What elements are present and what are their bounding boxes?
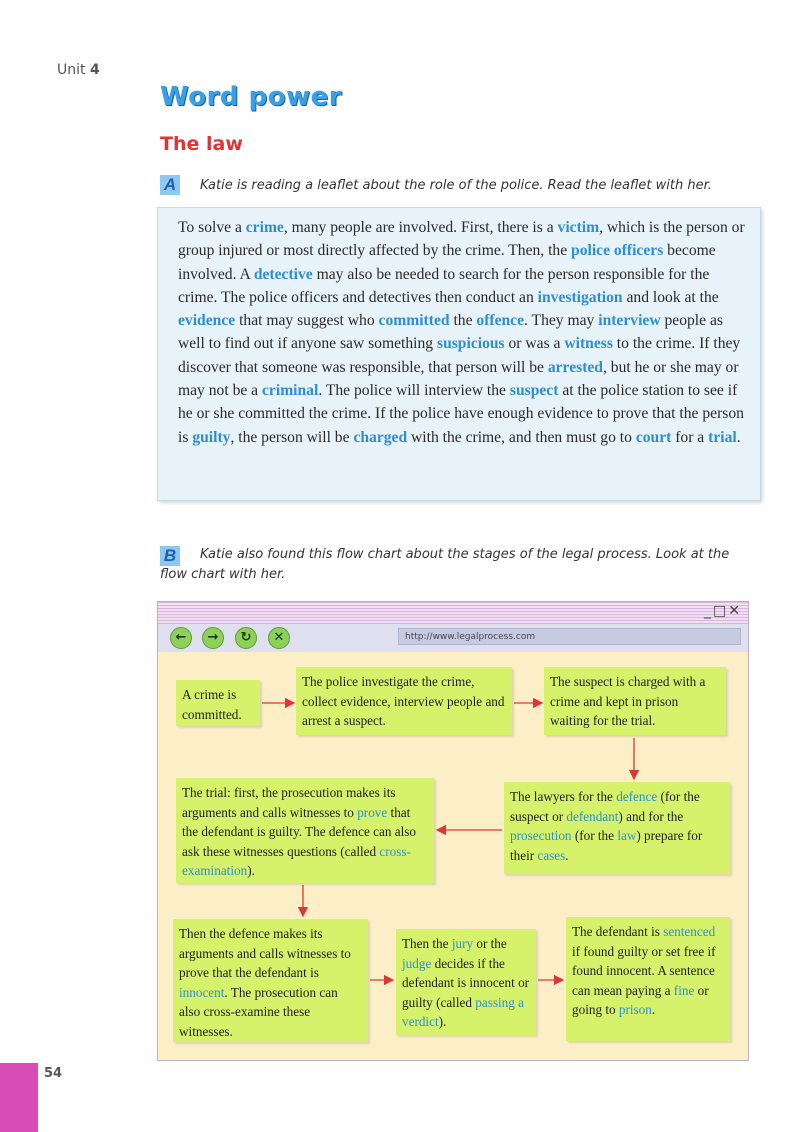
window-titlebar	[158, 602, 748, 624]
page-title: Word power	[160, 82, 343, 112]
text-run: or going to	[572, 982, 709, 1018]
text-run: ) prepare for their	[510, 828, 703, 863]
text-run: and look at the	[622, 288, 719, 306]
task-b-instruction: Katie also found this flow chart about the stages of the legal process. Look at the flow chart with her.	[160, 547, 730, 582]
page-corner-tab	[0, 1063, 38, 1132]
text-run: people as well to find out if anyone saw something	[178, 312, 723, 353]
keyword: police officers	[571, 242, 664, 260]
text-run: or was a	[504, 335, 565, 353]
keyword: cases	[537, 847, 566, 863]
task-a-badge: A	[160, 175, 180, 195]
text-run: The lawyers for the	[510, 789, 617, 804]
text-run: if found guilty or set free if found innocent. A sentence can mean paying a	[572, 943, 716, 998]
stop-icon[interactable]: ✕	[268, 627, 290, 649]
text-run: the	[449, 312, 477, 330]
text-run: may also be needed to search for the person responsible for the crime. The police officers and detectives then conduct an	[178, 265, 710, 306]
text-run: , many people are involved. First, there is a	[283, 219, 558, 236]
forward-arrow-icon[interactable]: →	[202, 627, 224, 649]
text-run: The police investigate the crime, collect evidence, interview people and arrest a suspect.	[302, 674, 505, 729]
text-run: Then the	[402, 936, 452, 951]
text-run: The defendant is	[572, 924, 664, 939]
unit-number: 4	[89, 62, 100, 78]
text-run: or the	[473, 936, 507, 951]
keyword: court	[635, 428, 672, 446]
leaflet-text	[178, 216, 748, 449]
keyword: charged	[353, 428, 408, 446]
text-run: . The police will interview the	[318, 382, 510, 400]
keyword: trial	[708, 428, 737, 446]
keyword: innocent	[179, 984, 225, 1000]
text-run: that may suggest who	[235, 312, 379, 330]
keyword: suspect	[509, 382, 559, 400]
keyword: suspicious	[437, 335, 505, 353]
text-run: ).	[438, 1014, 447, 1030]
keyword: criminal	[262, 382, 319, 400]
unit-word: Unit	[57, 62, 86, 78]
text-run: to the crime. If they discover that someone was responsible, that person will be	[178, 335, 741, 376]
text-run: decides if the defendant is innocent or guilty (called	[402, 955, 530, 1010]
keyword: defendant	[566, 808, 619, 824]
text-run: (for the	[571, 828, 618, 844]
text-run: The trial: first, the prosecution makes its arguments and calls witnesses to	[182, 785, 396, 820]
text-run: .	[651, 1002, 656, 1018]
text-run: Then the defence makes its arguments and calls witnesses to prove that the defendant is	[179, 926, 351, 981]
unit-label	[57, 62, 100, 78]
window-controls[interactable]: _□✕	[704, 603, 742, 619]
text-run: , but he or she may or may not be a	[178, 358, 739, 400]
text-run: To solve a	[178, 219, 246, 236]
browser-toolbar	[158, 624, 748, 652]
text-run: for a	[671, 428, 709, 446]
text-run: with the crime, and then must go to	[407, 428, 636, 446]
flowchart	[158, 652, 748, 1060]
text-run: become involved. A	[178, 242, 716, 283]
text-run: at the police station to see if he or she committed the crime. If the police have enough evidence to prove that the person is	[178, 382, 744, 446]
keyword: interview	[598, 312, 661, 330]
keyword: crime	[245, 219, 284, 236]
keyword: guilty	[192, 428, 231, 446]
keyword: committed	[378, 312, 450, 330]
text-run: , the person will be	[230, 428, 354, 446]
refresh-icon[interactable]: ↻	[235, 627, 257, 649]
section-title: The law	[160, 133, 243, 155]
browser-window	[157, 601, 749, 1061]
text-run: .	[736, 428, 741, 446]
text-run: that the defendant is guilty. The defence can also ask these witnesses questions (called	[182, 804, 416, 859]
text-run: ).	[247, 863, 255, 879]
text-run: . The prosecution can also cross-examine these witnesses.	[179, 984, 338, 1039]
keyword: jury	[451, 936, 474, 951]
address-bar[interactable]: http://www.legalprocess.com	[398, 628, 741, 645]
keyword: offence	[476, 312, 525, 330]
keyword: prove	[357, 804, 388, 820]
page-number: 54	[44, 1066, 63, 1081]
keyword: victim	[557, 219, 600, 236]
keyword: prison	[618, 1002, 652, 1018]
text-run: . They may	[524, 312, 599, 330]
back-arrow-icon[interactable]: ←	[170, 627, 192, 649]
keyword: evidence	[178, 312, 236, 330]
flow-arrows	[158, 652, 748, 1060]
leaflet	[157, 207, 761, 501]
task-b-badge: B	[160, 546, 180, 566]
text-run: (for the suspect or	[510, 789, 700, 824]
text-run: , which is the person or group injured or most directly affected by the crime. Then, the	[178, 219, 745, 260]
keyword: prosecution	[510, 828, 572, 844]
keyword: cross-examination	[182, 843, 411, 879]
text-run: ) and for the	[618, 808, 684, 824]
text-run: A crime is committed.	[182, 687, 242, 722]
keyword: sentenced	[663, 924, 716, 939]
keyword: judge	[402, 955, 432, 971]
task-a-instruction: Katie is reading a leaflet about the role of the police. Read the leaflet with her.	[200, 178, 712, 193]
keyword: witness	[564, 335, 613, 353]
text-run: .	[565, 847, 569, 863]
keyword: arrested	[547, 358, 603, 376]
keyword: investigation	[537, 288, 623, 306]
keyword: fine	[673, 982, 695, 998]
keyword: passing a verdict	[402, 994, 524, 1030]
text-run: The suspect is charged with a crime and kept in prison waiting for the trial.	[550, 674, 706, 729]
keyword: law	[617, 828, 637, 844]
keyword: detective	[253, 265, 313, 283]
keyword: defence	[616, 789, 658, 804]
